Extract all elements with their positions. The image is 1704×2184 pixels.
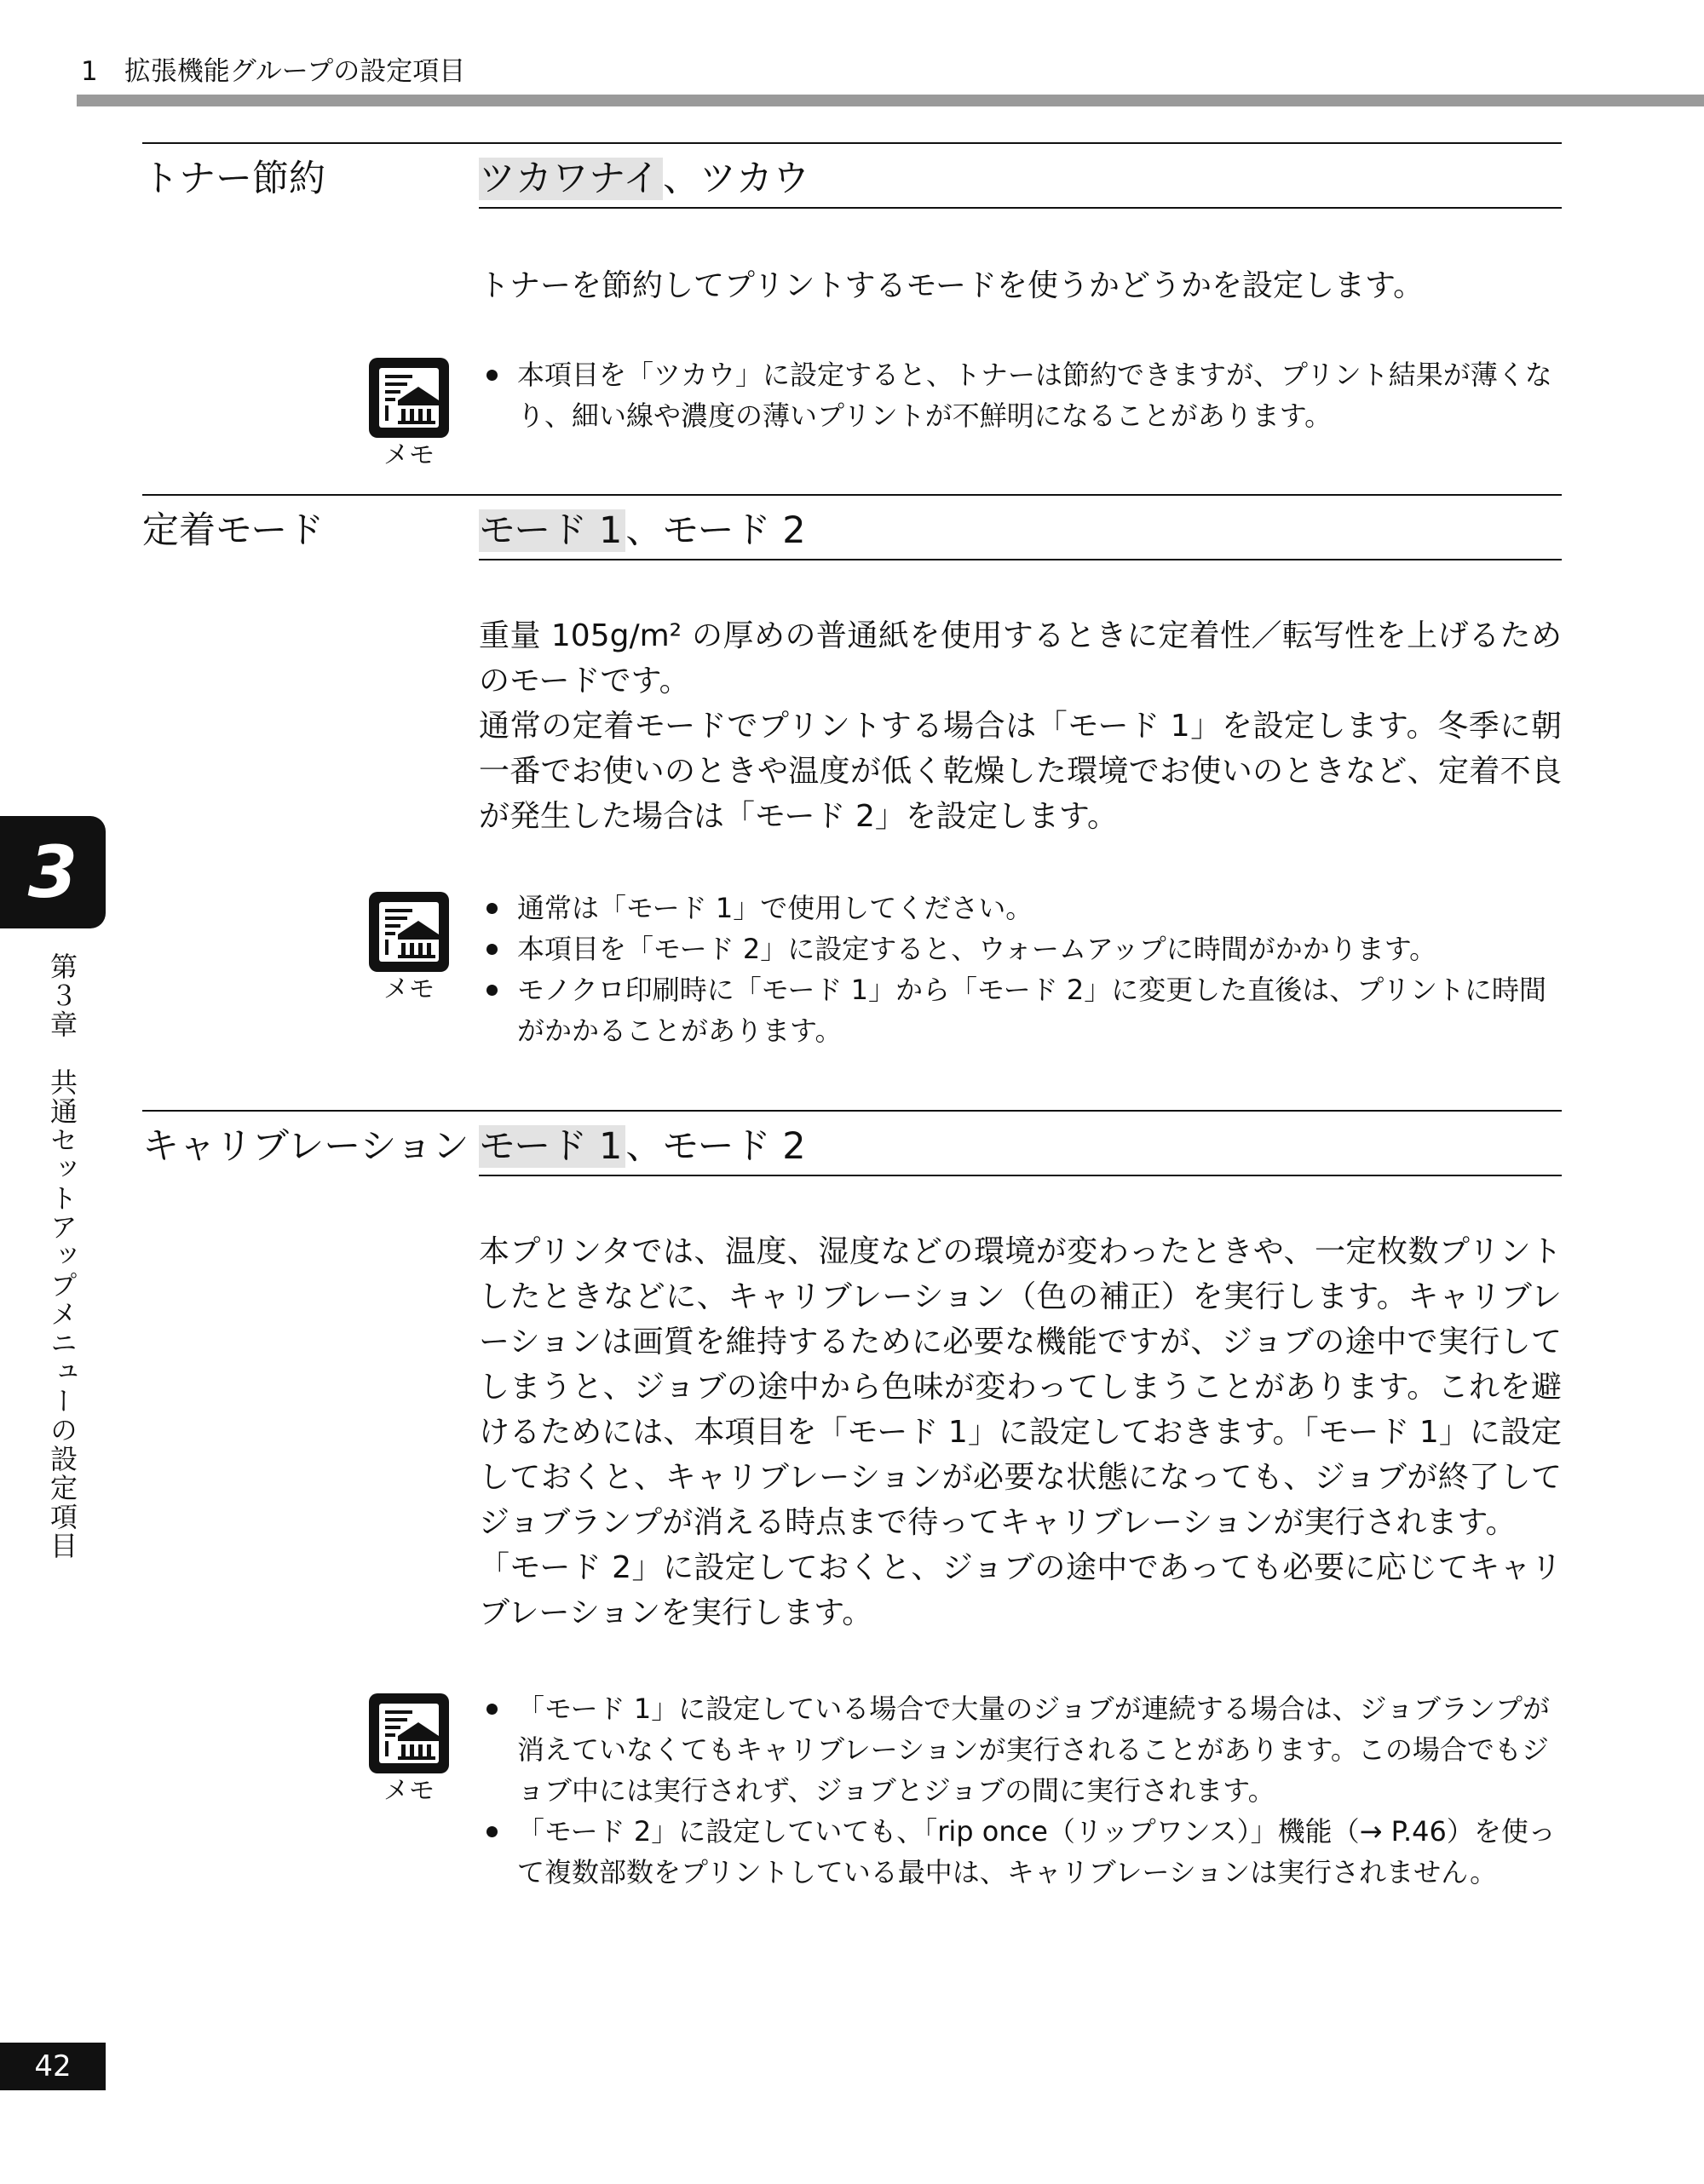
setting-name: トナー節約 (142, 158, 325, 200)
memo-item: 通常は「モード 1」で使用してください。 (481, 888, 1562, 928)
memo-list (481, 1688, 1562, 1893)
chapter-side-label: 第３章 共通セットアップメニューの設定項目 (46, 952, 78, 1560)
other-values: 、モード 2 (625, 1125, 806, 1168)
description-paragraph: 「モード 2」に設定しておくと、ジョブの途中であっても必要に応じてキャリブレーションを実行します。 (479, 1550, 1562, 1630)
section-rule (142, 1110, 1562, 1112)
section-rule (142, 494, 1562, 496)
section-rule (142, 142, 1562, 144)
default-value: モード 1 (479, 509, 625, 552)
description-paragraph: トナーを節約してプリントするモードを使うかどうかを設定します。 (479, 268, 1425, 303)
default-value: ツカワナイ (479, 158, 663, 200)
setting-values (479, 1121, 1562, 1172)
memo-item: 「モード 2」に設定していても、「rip once（リップワンス）」機能（→ P.46）を使って複数部数をプリントしている最中は、キャリブレーションは実行されません。 (481, 1811, 1562, 1893)
memo-label: メモ (383, 440, 435, 470)
memo-icon (369, 892, 449, 1004)
setting-description (479, 613, 1562, 839)
setting-description (479, 1229, 1562, 1635)
memo-item: 本項目を「ツカウ」に設定すると、トナーは節約できますが、プリント結果が薄くなり、細い線や濃度の薄いプリントが不鮮明になることがあります。 (481, 354, 1562, 436)
memo-icon (369, 358, 449, 470)
description-paragraph: 重量 105g/m² の厚めの普通紙を使用するときに定着性／転写性を上げるためのモードです。 (479, 618, 1562, 698)
memo-icon (369, 1693, 449, 1806)
memo-label: メモ (383, 1776, 435, 1806)
setting-name: キャリブレーション (142, 1125, 469, 1168)
other-values: 、モード 2 (625, 509, 806, 552)
memo-item: 「モード 1」に設定している場合で大量のジョブが連続する場合は、ジョブランプが消えていなくてもキャリブレーションが実行されることがあります。この場合でもジョブ中には実行されず、ジョブとジョブの間に実行されます。 (481, 1688, 1562, 1811)
memo-list (481, 888, 1562, 1051)
setting-name: 定着モード (142, 509, 325, 552)
page-number-box (0, 2043, 106, 2090)
memo-label: メモ (383, 974, 435, 1004)
chapter-number: 3 (27, 830, 78, 914)
value-rule (479, 1175, 1562, 1176)
description-paragraph: 通常の定着モードでプリントする場合は「モード 1」を設定します。冬季に朝一番でお使いのときや温度が低く乾燥した環境でお使いのときなど、定着不良が発生した場合は「モード 2」を設定します。 (479, 709, 1562, 834)
value-rule (479, 207, 1562, 209)
header-bar (77, 95, 1704, 106)
setting-values (479, 505, 1562, 556)
memo-item: モノクロ印刷時に「モード 1」から「モード 2」に変更した直後は、プリントに時間がかかることがあります。 (481, 969, 1562, 1051)
value-rule (479, 559, 1562, 560)
running-header: 1 拡張機能グループの設定項目 (81, 56, 466, 87)
chapter-tab (0, 816, 106, 928)
setting-values (479, 153, 1562, 204)
page-number: 42 (34, 2049, 72, 2083)
memo-list (481, 354, 1562, 436)
other-values: 、ツカウ (663, 158, 809, 200)
setting-description (479, 263, 1562, 308)
memo-item: 本項目を「モード 2」に設定すると、ウォームアップに時間がかかります。 (481, 928, 1562, 969)
default-value: モード 1 (479, 1125, 625, 1168)
description-paragraph: 本プリンタでは、温度、湿度などの環境が変わったときや、一定枚数プリントしたときなどに、キャリブレーション（色の補正）を実行します。キャリブレーションは画質を維持するために必要な機能ですが、ジョブの途中で実行してしまうと、ジョブの途中から色味が変わってしまうことがあります。これを避けるためには、本項目を「モード 1」に設定しておきます。「モード 1」に設定しておくと、キャリブレーションが必要な状態になっても、ジョブが終了してジョブランプが消える時点まで待ってキャリブレーションが実行されます。 (479, 1234, 1562, 1540)
